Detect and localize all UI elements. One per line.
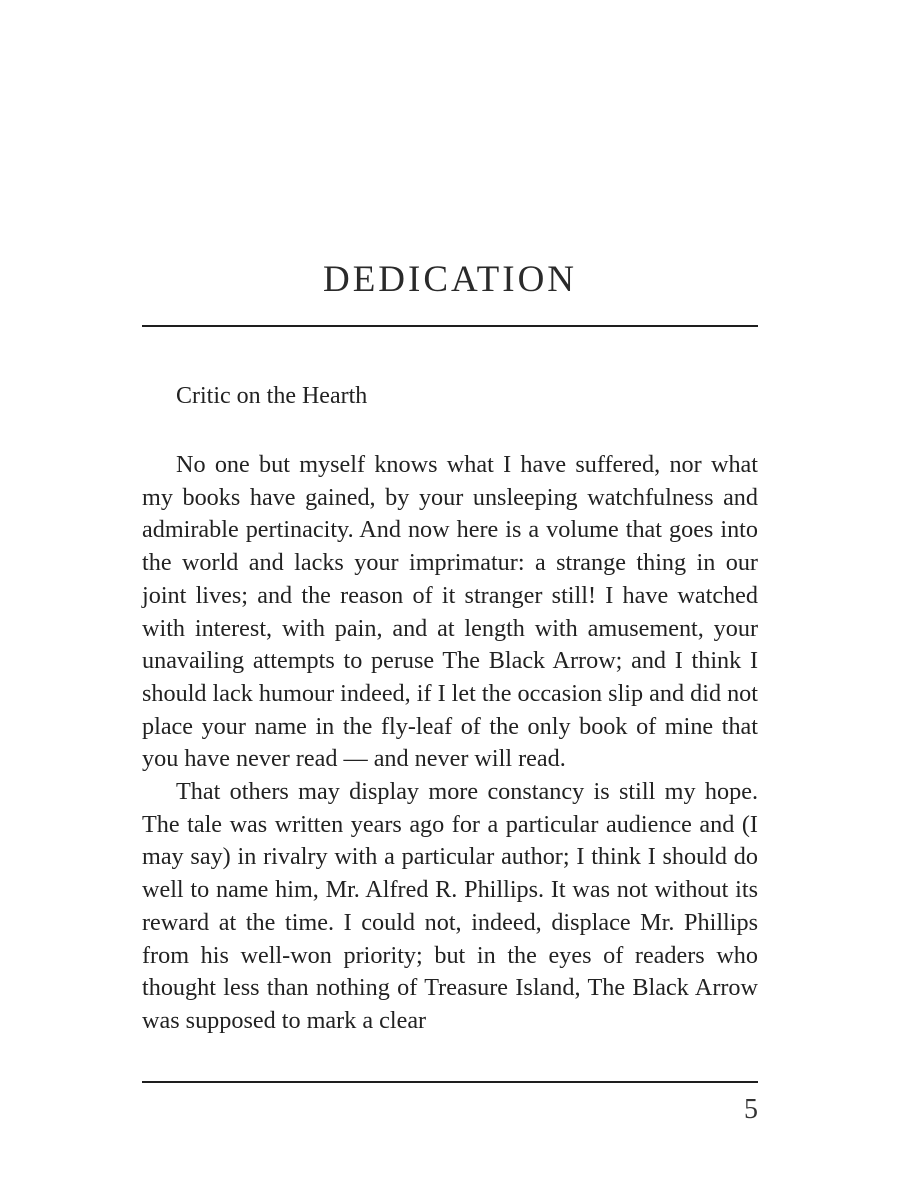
- page-title: DEDICATION: [322, 259, 578, 300]
- body-text: [142, 449, 758, 1038]
- top-divider: [142, 325, 758, 327]
- page-number: 5: [744, 1094, 758, 1125]
- paragraph: That others may display more constancy is still my hope. The tale was written years ago for a particular audience and (I may say) in rivalry with a particular author; I think I should do well to name him, Mr. Alfred R. Phillips. It was not without its reward at the time. I could not, indeed, displace Mr. Phillips from his well-won priority; but in the eyes of readers who thought less than nothing of Treasure Island, The Black Arrow was supposed to mark a clear: [142, 778, 758, 1034]
- paragraph: No one but myself knows what I have suffered, nor what my books have gained, by your unsleeping watchfulness and admirable pertinacity. And now here is a volume that goes into the world and lacks your imprimatur: a strange thing in our joint lives; and the reason of it stranger still! I have watched with interest, with pain, and at length with amusement, your unavailing attempts to peruse The Black Arrow; and I think I should lack humour indeed, if I let the occasion slip and did not place your name in the fly-leaf of the only book of mine that you have never read — and never will read.: [142, 451, 758, 773]
- bottom-divider: [142, 1081, 758, 1083]
- salutation: Critic on the Hearth: [176, 383, 368, 409]
